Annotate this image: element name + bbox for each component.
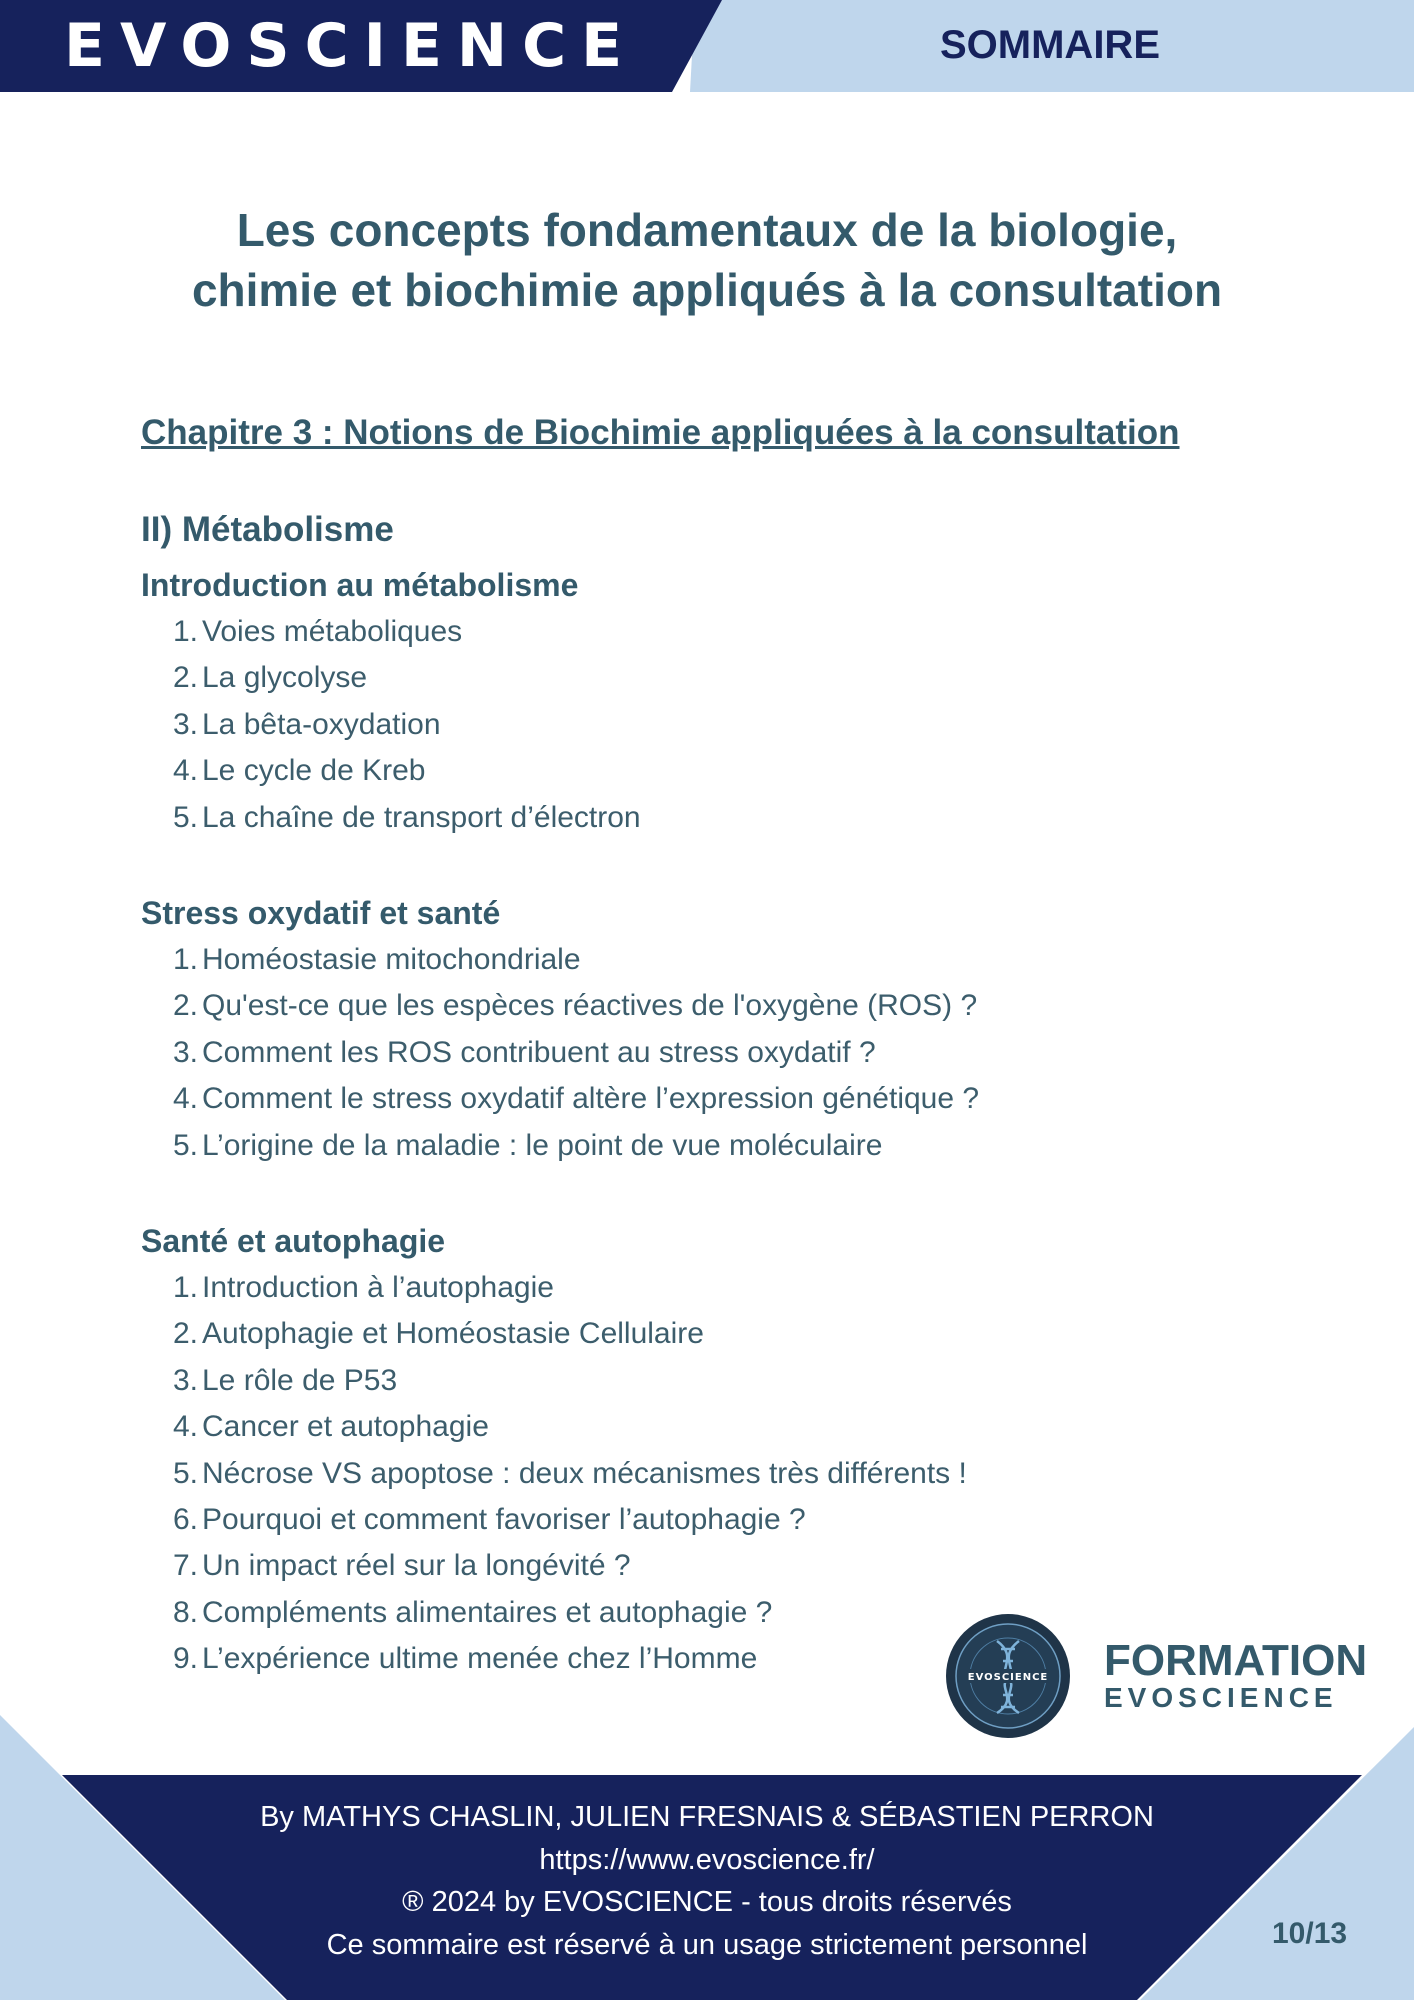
item-number: 1. — [172, 1271, 198, 1304]
section-list-autophagie — [150, 1265, 967, 1683]
item-text: Qu'est-ce que les espèces réactives de l'oxygène (ROS) ? — [202, 989, 978, 1023]
item-text: Nécrose VS apoptose : deux mécanismes très différents ! — [202, 1456, 967, 1490]
list-item — [150, 1265, 967, 1311]
list-item — [150, 1358, 967, 1404]
item-number: 1. — [172, 943, 198, 976]
logo-word-evoscience: EVOSCIENCE — [1104, 1682, 1338, 1713]
list-item — [150, 1123, 979, 1169]
list-item — [150, 1076, 979, 1122]
list-item — [150, 655, 641, 701]
logo-badge-text: EVOSCIENCE — [967, 1672, 1049, 1683]
item-text: Cancer et autophagie — [202, 1410, 489, 1444]
item-number: 3. — [172, 1035, 198, 1069]
list-item — [150, 983, 979, 1029]
list-item — [150, 1497, 967, 1543]
list-item — [150, 1030, 979, 1076]
document-title-line-2: chimie et biochimie appliqués à la consultation — [191, 264, 1223, 316]
formation-logo-badge — [945, 1613, 1071, 1739]
item-number: 3. — [172, 1363, 198, 1397]
footer-authors: By MATHYS CHASLIN, JULIEN FRESNAIS & SÉBASTIEN PERRON — [260, 1801, 1154, 1833]
section-heading-autophagie: Santé et autophagie — [141, 1223, 446, 1259]
list-item — [150, 609, 641, 655]
list-item — [150, 702, 641, 748]
item-number: 1. — [172, 615, 198, 648]
list-item — [150, 1543, 967, 1589]
document-title-line-1: Les concepts fondamentaux de la biologie, — [236, 204, 1178, 256]
item-number: 9. — [172, 1642, 198, 1676]
footer-copyright: ® 2024 by EVOSCIENCE - tous droits réservés — [402, 1886, 1012, 1918]
section-list-metabolisme — [150, 609, 641, 841]
list-item — [150, 1451, 967, 1497]
item-number: 5. — [172, 1128, 198, 1162]
item-number: 4. — [172, 754, 198, 788]
list-item — [150, 1311, 967, 1357]
footer-url[interactable]: https://www.evoscience.fr/ — [539, 1843, 875, 1876]
item-text: Introduction à l’autophagie — [202, 1271, 554, 1304]
item-text: L’expérience ultime menée chez l’Homme — [202, 1642, 758, 1676]
item-number: 2. — [172, 989, 198, 1023]
item-number: 4. — [172, 1082, 198, 1116]
footer-notice: Ce sommaire est réservé à un usage strictement personnel — [326, 1928, 1088, 1961]
item-number: 4. — [172, 1410, 198, 1444]
item-number: 2. — [172, 1317, 198, 1351]
item-text: Comment les ROS contribuent au stress oxydatif ? — [202, 1035, 876, 1069]
item-text: La glycolyse — [202, 661, 368, 695]
item-text: Comment le stress oxydatif altère l’expression génétique ? — [202, 1082, 980, 1116]
list-item — [150, 937, 979, 983]
top-banner — [0, 0, 1414, 92]
logo-word-formation: FORMATION — [1104, 1636, 1368, 1685]
list-item — [150, 1590, 967, 1636]
section-list-stress-oxydatif — [150, 937, 979, 1169]
list-item — [150, 1404, 967, 1450]
footer-text — [0, 1796, 1414, 1966]
page-number: 10/13 — [1272, 1917, 1348, 1950]
item-text: Le rôle de P53 — [202, 1363, 398, 1397]
section-heading-metabolisme: Introduction au métabolisme — [141, 567, 579, 603]
item-text: Homéostasie mitochondriale — [202, 943, 581, 976]
list-item — [150, 748, 641, 794]
item-number: 6. — [172, 1502, 198, 1536]
item-text: La bêta-oxydation — [202, 707, 441, 741]
list-item — [150, 795, 641, 841]
part-title: II) Métabolisme — [141, 510, 394, 549]
item-text: La chaîne de transport d’électron — [202, 800, 641, 834]
document-title — [107, 200, 1307, 320]
section-label: SOMMAIRE — [940, 23, 1160, 67]
section-heading-stress-oxydatif: Stress oxydatif et santé — [141, 895, 501, 931]
item-number: 8. — [172, 1595, 198, 1629]
item-number: 2. — [172, 661, 198, 695]
item-text: Autophagie et Homéostasie Cellulaire — [202, 1317, 704, 1351]
item-text: L’origine de la maladie : le point de vue moléculaire — [202, 1128, 883, 1162]
item-text: Le cycle de Kreb — [202, 754, 426, 788]
item-number: 5. — [172, 1456, 198, 1490]
item-text: Voies métaboliques — [202, 615, 463, 648]
item-number: 3. — [172, 707, 198, 741]
chapter-title: Chapitre 3 : Notions de Biochimie appliquées à la consultation — [141, 413, 1180, 452]
item-text: Pourquoi et comment favoriser l’autophagie ? — [202, 1502, 806, 1536]
item-text: Un impact réel sur la longévité ? — [202, 1549, 631, 1583]
brand-logo-text: EVOSCIENCE — [64, 11, 638, 81]
item-number: 5. — [172, 800, 198, 834]
list-item — [150, 1636, 967, 1682]
item-number: 7. — [172, 1549, 198, 1583]
item-text: Compléments alimentaires et autophagie ? — [202, 1595, 773, 1629]
